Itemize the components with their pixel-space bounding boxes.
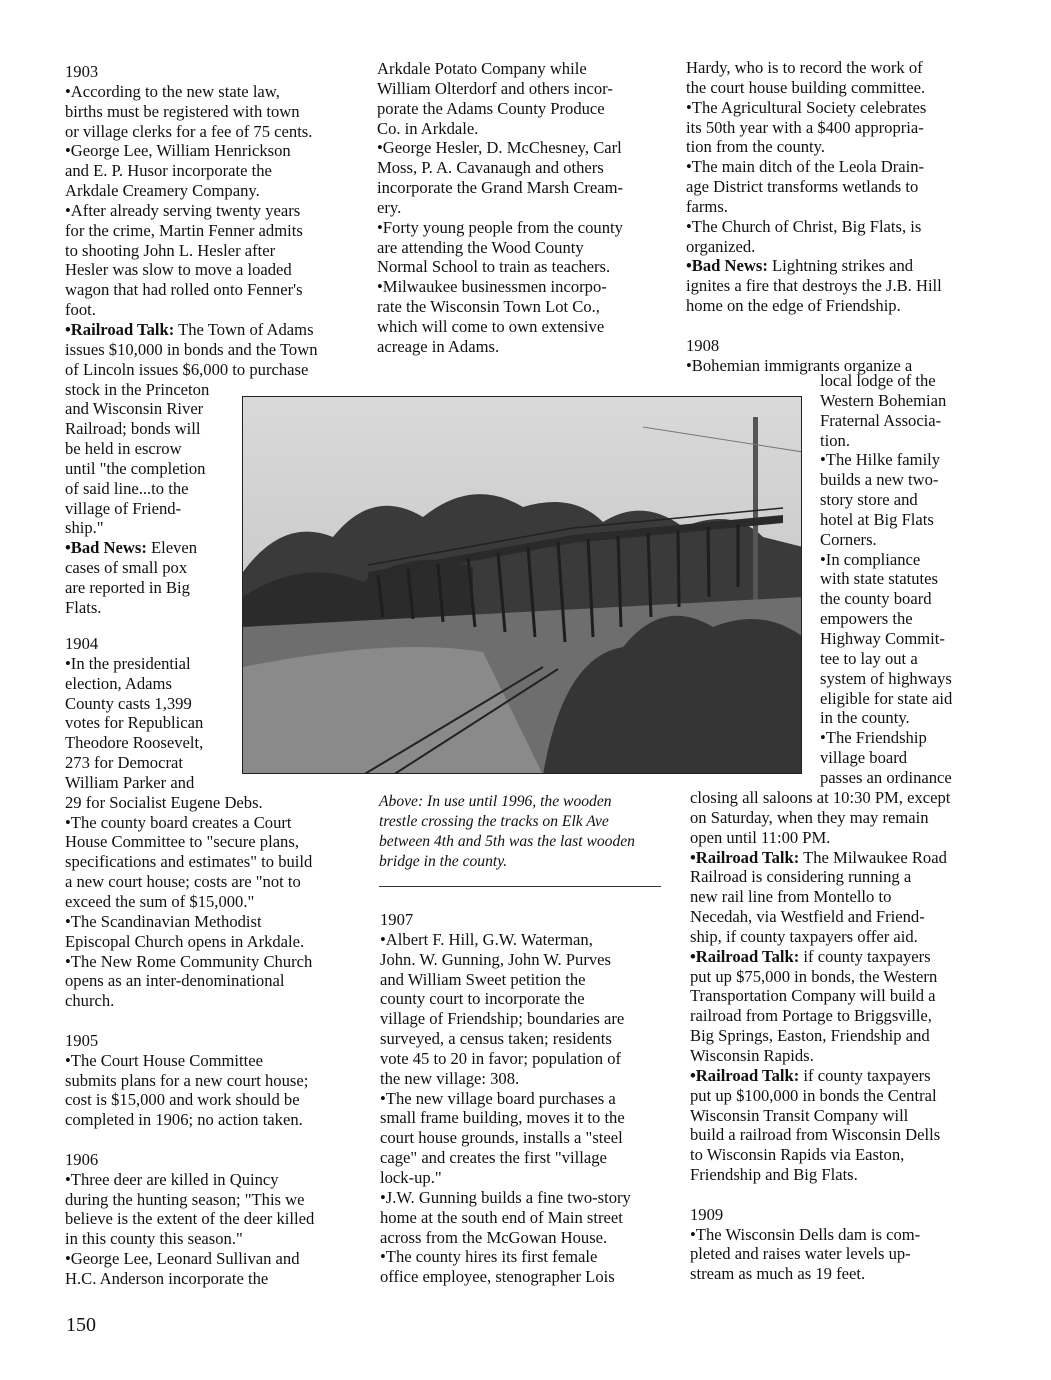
text-line: passes an ordinance — [820, 767, 952, 787]
text-line — [686, 316, 942, 336]
text-line: build a railroad from Wisconsin Dells — [690, 1125, 941, 1145]
caption-line: bridge in the county. — [379, 853, 508, 870]
text-line: foot. — [65, 300, 96, 320]
text-line: births must be registered with town — [65, 101, 300, 121]
text-line: are attending the Wood County — [377, 237, 584, 257]
text-line: cage" and creates the first "village — [380, 1148, 607, 1168]
text-line: •Albert F. Hill, G.W. Waterman, — [380, 929, 593, 949]
text-line: Episcopal Church opens in Arkdale. — [65, 931, 305, 951]
text-line: •J.W. Gunning builds a fine two-story — [380, 1187, 631, 1207]
text-line: •In compliance — [820, 549, 921, 569]
text-line: 29 for Socialist Eugene Debs. — [65, 792, 263, 812]
text-line: of Lincoln issues $6,000 to purchase — [65, 359, 309, 379]
text-line: a new court house; costs are "not to — [65, 872, 301, 892]
section-label: •Railroad Talk: — [690, 1065, 800, 1085]
text-line: to shooting John L. Hesler after — [65, 240, 276, 260]
trestle-bridge-photo — [242, 396, 802, 774]
text-line: local lodge of the — [820, 371, 936, 390]
text-line — [686, 256, 942, 276]
text-line: wagon that had rolled onto Fenner's — [65, 280, 303, 300]
text-line: eligible for state aid — [820, 688, 953, 708]
text-line: home at the south end of Main street — [380, 1207, 623, 1227]
text-line: across from the McGowan House. — [380, 1227, 608, 1247]
text-line-body: if county taxpayers — [799, 946, 931, 966]
text-line: closing all saloons at 10:30 PM, except — [690, 788, 951, 807]
page-number: 150 — [66, 1314, 96, 1336]
text-line — [690, 848, 950, 868]
text-line: H.C. Anderson incorporate the — [65, 1269, 269, 1288]
text-line: •Bohemian immigrants organize a — [686, 355, 913, 375]
caption-line: trestle crossing the tracks on Elk Ave — [379, 813, 609, 830]
text-line: system of highways — [820, 668, 952, 688]
text-line: ship." — [65, 518, 104, 538]
text-line — [690, 947, 950, 967]
text-line: 1906 — [65, 1149, 99, 1169]
text-line: put up $75,000 in bonds, the Western — [690, 966, 938, 986]
text-line: Arkdale Creamery Company. — [65, 181, 260, 201]
text-line: •George Lee, William Henrickson — [65, 141, 291, 161]
text-line: •The main ditch of the Leola Drain- — [686, 157, 925, 177]
text-line: •The Agricultural Society celebrates — [686, 97, 927, 117]
text-line: 1905 — [65, 1030, 99, 1050]
text-line: •The Hilke family — [820, 450, 941, 470]
text-line: to Wisconsin Rapids via Easton, — [690, 1145, 905, 1165]
text-line: acreage in Adams. — [377, 336, 500, 356]
caption-divider — [379, 886, 661, 887]
text-line: election, Adams — [65, 673, 172, 693]
text-line: ignites a fire that destroys the J.B. Hill — [686, 276, 942, 296]
text-line: •George Hesler, D. McChesney, Carl — [377, 138, 622, 158]
text-line: builds a new two- — [820, 470, 939, 490]
text-line: •The county hires its first female — [380, 1247, 598, 1267]
text-line: William Olterdorf and others incor- — [377, 78, 613, 98]
text-line — [65, 1011, 314, 1031]
text-line: village board — [820, 748, 908, 768]
text-line: Highway Commit- — [820, 628, 945, 648]
section-label: •Bad News: — [686, 256, 768, 276]
text-line: Flats. — [65, 597, 102, 617]
text-line: cases of small pox — [65, 558, 188, 578]
text-line: story store and — [820, 490, 918, 510]
text-line — [690, 1185, 950, 1205]
text-line: church. — [65, 991, 115, 1011]
text-line: 1903 — [65, 62, 99, 81]
text-line: the county board — [820, 589, 932, 609]
text-line: office employee, stenographer Lois — [380, 1267, 615, 1287]
text-line: Western Bohemian — [820, 390, 947, 410]
text-line: Necedah, via Westfield and Friend- — [690, 907, 925, 927]
text-line: open until 11:00 PM. — [690, 827, 831, 847]
text-line: new rail line from Montello to — [690, 887, 892, 907]
text-line: •Three deer are killed in Quincy — [65, 1169, 279, 1189]
text-line: Hardy, who is to record the work of — [686, 58, 923, 77]
text-line: lock-up." — [380, 1167, 442, 1187]
text-line: small frame building, moves it to the — [380, 1108, 625, 1128]
text-line: County casts 1,399 — [65, 693, 192, 713]
text-line: for the crime, Martin Fenner admits — [65, 220, 303, 240]
text-line: •George Lee, Leonard Sullivan and — [65, 1249, 300, 1269]
text-line: county court to incorporate the — [380, 989, 585, 1009]
text-line: porate the Adams County Produce — [377, 98, 605, 118]
text-line — [65, 320, 318, 340]
column-2-top — [377, 59, 623, 357]
caption-line: In use until 1996, the wooden — [423, 793, 612, 810]
text-line: tion from the county. — [686, 137, 826, 157]
text-line: submits plans for a new court house; — [65, 1070, 309, 1090]
text-line: 1904 — [65, 634, 99, 653]
text-line: empowers the — [820, 609, 913, 629]
text-line: •Forty young people from the county — [377, 217, 623, 237]
text-line: Railroad; bonds will — [65, 419, 201, 439]
text-line: ery. — [377, 197, 402, 217]
text-line: rate the Wisconsin Town Lot Co., — [377, 297, 600, 317]
text-line: Friendship and Big Flats. — [690, 1165, 858, 1185]
text-line: its 50th year with a $400 appropria- — [686, 117, 924, 137]
text-line: believe is the extent of the deer killed — [65, 1209, 315, 1229]
text-line-body: if county taxpayers — [799, 1065, 931, 1085]
column-3-bottom — [690, 788, 950, 1284]
text-line: votes for Republican — [65, 713, 204, 733]
photo-caption — [379, 792, 635, 872]
caption-line: between 4th and 5th was the last wooden — [379, 833, 635, 850]
text-line: which will come to own extensive — [377, 316, 605, 336]
text-line-body: The Milwaukee Road — [799, 847, 947, 867]
text-line: Fraternal Associa- — [820, 410, 942, 430]
text-line: tion. — [820, 430, 850, 450]
text-line: with state statutes — [820, 569, 938, 589]
text-line: •In the presidential — [65, 653, 191, 673]
text-line: age District transforms wetlands to — [686, 177, 919, 197]
text-line: •The Scandinavian Methodist — [65, 911, 262, 931]
text-line: Wisconsin Rapids. — [690, 1045, 814, 1065]
text-line: Big Springs, Easton, Friendship and — [690, 1026, 930, 1046]
text-line: home on the edge of Friendship. — [686, 296, 901, 316]
section-label: •Railroad Talk: — [65, 319, 175, 339]
text-line: •The Friendship — [820, 728, 927, 748]
text-line: in this county this season." — [65, 1229, 243, 1249]
text-line: put up $100,000 in bonds the Central — [690, 1085, 937, 1105]
text-line: farms. — [686, 196, 728, 216]
text-line: Arkdale Potato Company while — [377, 59, 587, 78]
text-line: •Milwaukee businessmen incorpo- — [377, 277, 607, 297]
text-line: issues $10,000 in bonds and the Town — [65, 339, 318, 359]
text-line: 1908 — [686, 335, 720, 355]
text-line: village of Friendship; boundaries are — [380, 1009, 625, 1029]
text-line: pleted and raises water levels up- — [690, 1244, 911, 1264]
text-line: Normal School to train as teachers. — [377, 257, 611, 277]
text-line: in the county. — [820, 708, 910, 728]
text-line: Co. in Arkdale. — [377, 118, 479, 138]
text-line: Hesler was slow to move a loaded — [65, 260, 292, 280]
text-line: 1909 — [690, 1204, 724, 1224]
text-line: Theodore Roosevelt, — [65, 733, 204, 753]
text-line: during the hunting season; "This we — [65, 1189, 305, 1209]
text-line: Railroad is considering running a — [690, 867, 912, 887]
text-line: 273 for Democrat — [65, 753, 183, 773]
column-3-top — [686, 58, 942, 376]
text-line: or village clerks for a fee of 75 cents. — [65, 121, 313, 141]
text-line: be held in escrow — [65, 439, 182, 459]
text-line: •The county board creates a Court — [65, 812, 292, 832]
text-line: organized. — [686, 236, 756, 256]
text-line: completed in 1906; no action taken. — [65, 1110, 303, 1130]
text-line: and E. P. Husor incorporate the — [65, 161, 272, 181]
text-line: cost is $15,000 and work should be — [65, 1090, 300, 1110]
text-line: and Wisconsin River — [65, 399, 204, 419]
text-line-body: The Town of Adams — [174, 319, 314, 339]
text-line-body: Lightning strikes and — [767, 256, 914, 276]
text-line: opens as an inter-denominational — [65, 971, 285, 991]
text-line: vote 45 to 20 in favor; population of — [380, 1048, 622, 1068]
section-label: •Railroad Talk: — [690, 847, 800, 867]
text-line: Transportation Company will build a — [690, 986, 936, 1006]
text-line: stream as much as 19 feet. — [690, 1264, 866, 1284]
text-line: Moss, P. A. Cavanaugh and others — [377, 158, 604, 178]
text-line: surveyed, a census taken; residents — [380, 1029, 612, 1049]
text-line: exceed the sum of $15,000." — [65, 891, 255, 911]
text-line: until "the completion — [65, 458, 206, 478]
text-line: specifications and estimates" to build — [65, 852, 313, 872]
text-line: •The New Rome Community Church — [65, 951, 313, 971]
text-line: of said line...to the — [65, 478, 189, 498]
column-3-narrow — [820, 371, 952, 788]
trestle-bridge-image — [243, 397, 802, 774]
text-line: 1907 — [380, 910, 414, 929]
column-2-bottom — [380, 910, 631, 1287]
text-line: •The Wisconsin Dells dam is com- — [690, 1224, 921, 1244]
text-line: •After already serving twenty years — [65, 200, 301, 220]
text-line: ship, if county taxpayers offer aid. — [690, 926, 918, 946]
section-label: •Bad News: — [65, 538, 147, 558]
text-line: the new village: 308. — [380, 1068, 520, 1088]
text-line: Wisconsin Transit Company will — [690, 1105, 909, 1125]
text-line: House Committee to "secure plans, — [65, 832, 299, 852]
text-line: •According to the new state law, — [65, 81, 280, 101]
text-line: court house grounds, installs a "steel — [380, 1128, 623, 1148]
caption-label: Above: — [379, 793, 424, 810]
text-line: stock in the Princeton — [65, 379, 210, 399]
text-line: John. W. Gunning, John W. Purves — [380, 949, 611, 969]
text-line: •The Court House Committee — [65, 1050, 263, 1070]
text-line: village of Friend- — [65, 498, 182, 518]
text-line: and William Sweet petition the — [380, 969, 586, 989]
text-line — [690, 1066, 950, 1086]
text-line — [65, 1130, 314, 1150]
text-line: •The Church of Christ, Big Flats, is — [686, 216, 922, 236]
text-line: hotel at Big Flats — [820, 509, 934, 529]
text-line: incorporate the Grand Marsh Cream- — [377, 178, 624, 198]
text-line: the court house building committee. — [686, 77, 926, 97]
text-line: railroad from Portage to Briggsville, — [690, 1006, 932, 1026]
text-line: William Parker and — [65, 772, 195, 792]
text-line: are reported in Big — [65, 577, 190, 597]
text-line: •The new village board purchases a — [380, 1088, 616, 1108]
text-line-body: Eleven — [146, 538, 198, 558]
text-line: Corners. — [820, 529, 877, 549]
text-line: on Saturday, when they may remain — [690, 807, 929, 827]
section-label: •Railroad Talk: — [690, 946, 800, 966]
text-line: tee to lay out a — [820, 648, 918, 668]
